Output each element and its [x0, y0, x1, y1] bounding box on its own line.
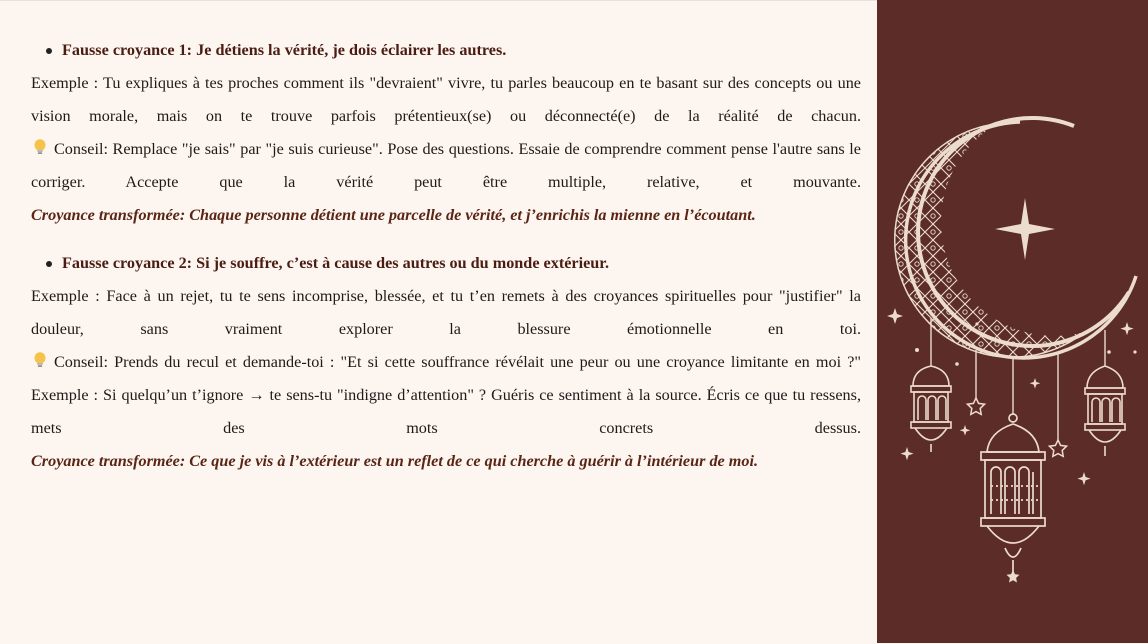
decorative-side-panel: [877, 0, 1148, 643]
advice-text-2: Conseil: Prends du recul et demande-toi : "Et si cette souffrance révélait une peur ou une croyance limitante en moi ?": [54, 353, 861, 371]
example-paragraph-2: Exemple : Face à un rejet, tu te sens incomprise, blessée, et tu t’en remets à des croyances spirituelles pour "justifier" la douleur, sans vraiment explorer la blessure émotionnelle en toi.: [31, 287, 861, 338]
bulb-icon: [31, 351, 49, 369]
crescent-moon-icon: [877, 0, 1148, 643]
advice-text-1: Conseil: Remplace "je sais" par "je suis curieuse". Pose des questions. Essaie de comprendre comment pense l'autre sans le corriger. Accepte que la vérité peut être multiple, relative, et mouvante.: [31, 140, 861, 191]
belief-heading-2: Fausse croyance 2: Si je souffre, c’est à cause des autres ou du monde extérieur.: [31, 247, 861, 280]
transformed-belief-1: Croyance transformée: Chaque personne détient une parcelle de vérité, et j’enrichis la mienne en l’écoutant.: [31, 206, 756, 224]
example-paragraph-1: Exemple : Tu expliques à tes proches comment ils "devraient" vivre, tu parles beaucoup en te basant sur des concepts ou une vision morale, mais on te trouve parfois prétentieux(se) ou déconnecté(e) de la réalité de chacun.: [31, 74, 861, 125]
transformed-belief-2: Croyance transformée: Ce que je vis à l’extérieur est un reflet de ce qui cherche à guérir à l’intérieur de moi.: [31, 452, 759, 470]
belief-heading-1: Fausse croyance 1: Je détiens la vérité, je dois éclairer les autres.: [31, 34, 861, 67]
bulb-icon: [31, 138, 49, 156]
advice-paragraph-2: [31, 346, 861, 379]
ramadan-illustration: [877, 0, 1148, 643]
document-content: [31, 34, 861, 478]
section-gap: [31, 232, 861, 247]
example-paragraph-3: Exemple : Si quelqu’un t’ignore → te sens-tu "indigne d’attention" ? Guéris ce sentiment à la source. Écris ce que tu ressens, mets des mots concrets dessus.: [31, 386, 861, 437]
advice-paragraph-1: [31, 133, 861, 199]
